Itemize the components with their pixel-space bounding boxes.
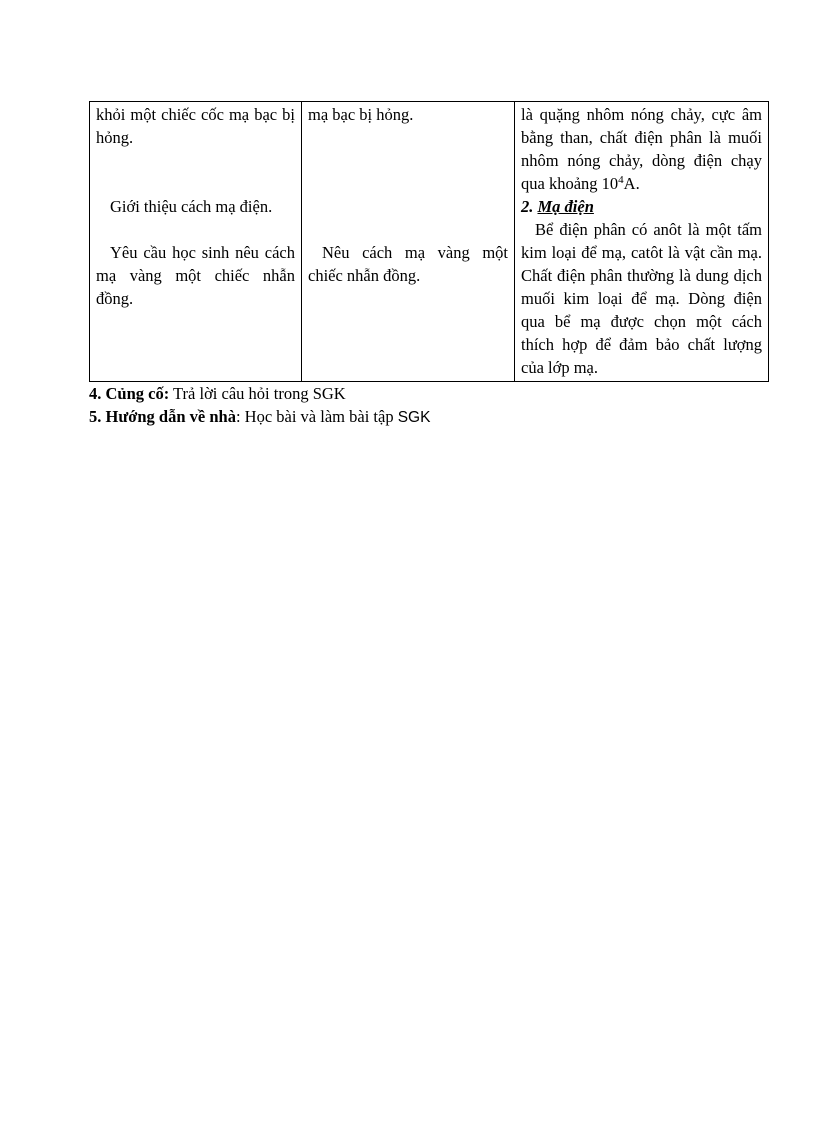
spacer	[96, 218, 295, 241]
consolidation-text: Trả lời câu hỏi trong SGK	[169, 384, 346, 403]
homework-label: 5. Hướng dẫn về nhà	[89, 407, 236, 426]
consolidation-line	[89, 382, 729, 405]
content-text-1-unit: A.	[623, 174, 640, 193]
teacher-text-3: Yêu cầu học sinh nêu cách mạ vàng một chiếc nhẫn đồng.	[96, 243, 295, 308]
spacer	[96, 149, 295, 195]
lesson-table	[89, 101, 769, 382]
content-text-1	[521, 103, 762, 195]
teacher-text-1: khỏi một chiếc cốc mạ bạc bị hỏng.	[96, 105, 295, 147]
student-text-1: mạ bạc bị hỏng.	[308, 105, 414, 124]
section-number: 2.	[521, 197, 538, 216]
student-activity-cell	[302, 102, 515, 382]
homework-text: : Học bài và làm bài tập	[235, 407, 398, 426]
superscript: 4	[618, 174, 624, 186]
homework-line	[89, 405, 729, 429]
section-title: Mạ điện	[537, 197, 594, 216]
spacer	[308, 126, 508, 241]
consolidation-label: 4. Củng cố:	[89, 384, 170, 403]
page-content	[89, 101, 762, 429]
section-heading	[521, 195, 762, 218]
homework-text-sgk: SGK	[397, 409, 431, 426]
student-text-2: Nêu cách mạ vàng một chiếc nhẫn đồng.	[308, 243, 508, 285]
content-cell	[515, 102, 769, 382]
teacher-text-2: Giới thiệu cách mạ điện.	[110, 197, 273, 216]
teacher-activity-cell	[90, 102, 302, 382]
content-text-1-main: là quặng nhôm nóng chảy, cực âm bằng than, chất điện phân là muối nhôm nóng chảy, dòng điện chạy qua khoảng 10	[521, 105, 762, 193]
table-row	[90, 102, 769, 382]
content-text-2: Bể điện phân có anôt là một tấm kim loại để mạ, catôt là vật cần mạ. Chất điện phân thường là dung dịch muối kim loại để mạ. Dòng điện qua bể mạ được chọn một cách thích hợp để đảm bảo chất lượng của lớp mạ.	[521, 220, 762, 377]
